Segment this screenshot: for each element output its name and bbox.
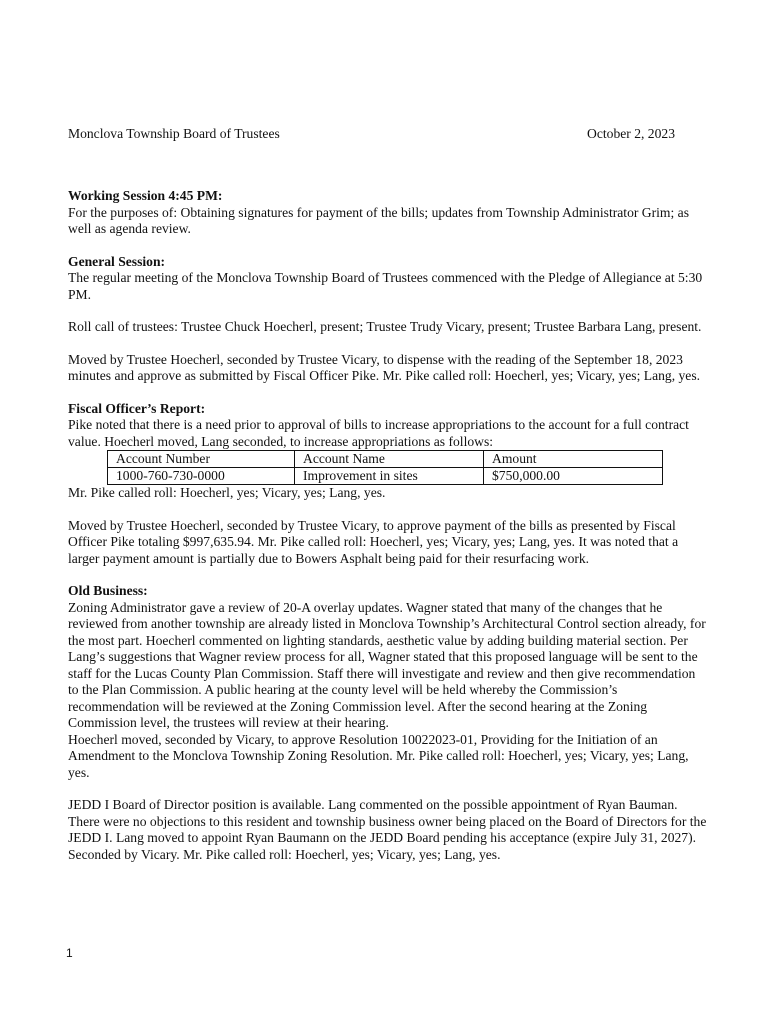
general-session-title: General Session:	[68, 253, 166, 269]
fiscal-report-title: Fiscal Officer’s Report:	[68, 400, 206, 416]
general-session-text: The regular meeting of the Monclova Township Board of Trustees commenced with the Pledge of Allegiance at 5:30 PM.	[68, 270, 703, 302]
table-cell: 1000-760-730-0000	[108, 468, 295, 485]
jedd-board-text: JEDD I Board of Director position is available. Lang commented on the possible appointment of Ryan Bauman. There were no objections to this resident and township business owner being placed on the Board of Directors for the JEDD I. Lang moved to appoint Ryan Baumann on the JEDD Board pending his acceptance (expire July 31, 2027). Seconded by Vicary. Mr. Pike called roll: Hoecherl, yes; Vicary, yes; Lang, yes.	[68, 797, 707, 862]
zoning-review-text: Zoning Administrator gave a review of 20-A overlay updates. Wagner stated that many of the changes that he reviewed from another township are already listed in Monclova Township’s Architectural Control section already, for the most part. Hoecherl commented on lighting standards, aesthetic value by adding building material section. Per Lang’s suggestions that Wagner review process for all, Wagner stated that this proposed language will be sent to the staff for the Lucas County Plan Commission. Staff there will investigate and review and then give recommendation to the Plan Commission. A public hearing at the county level will be held whereby the Commission’s recommendation will be reviewed at the Zoning Commission level. After the second hearing at the Zoning Commission level, the trustees will review at their hearing.	[68, 599, 706, 730]
table-cell: $750,000.00	[484, 468, 663, 485]
table-row	[108, 468, 663, 485]
table-header-row	[108, 451, 663, 468]
fiscal-roll-call-text: Mr. Pike called roll: Hoecherl, yes; Vicary, yes; Lang, yes.	[68, 485, 386, 500]
bills-motion-text: Moved by Trustee Hoecherl, seconded by Trustee Vicary, to approve payment of the bills as presented by Fiscal Officer Pike totaling $997,635.94. Mr. Pike called roll: Hoecherl, yes; Vicary, yes; Lang, yes. It was noted that a larger payment amount is partially due to Bowers Asphalt being paid for their resurfacing work.	[68, 517, 679, 566]
table-header-cell: Account Number	[108, 451, 295, 468]
appropriations-table	[107, 450, 663, 485]
page-number: 1	[66, 946, 73, 960]
roll-call-text: Roll call of trustees: Trustee Chuck Hoecherl, present; Trustee Trudy Vicary, present; Trustee Barbara Lang, present.	[68, 319, 702, 334]
document-body	[68, 188, 708, 863]
fiscal-report-text: Pike noted that there is a need prior to approval of bills to increase appropriations to the account for a full contract value. Hoecherl moved, Lang seconded, to increase appropriations as follows:	[68, 417, 689, 449]
table-cell: Improvement in sites	[295, 468, 484, 485]
table-header-cell: Amount	[484, 451, 663, 468]
minutes-motion-text: Moved by Trustee Hoecherl, seconded by Trustee Vicary, to dispense with the reading of the September 18, 2023 minutes and approve as submitted by Fiscal Officer Pike. Mr. Pike called roll: Hoecherl, yes; Vicary, yes; Lang, yes.	[68, 351, 701, 383]
resolution-motion-text: Hoecherl moved, seconded by Vicary, to approve Resolution 10022023-01, Providing for the Initiation of an Amendment to the Monclova Township Zoning Resolution. Mr. Pike called roll: Hoecherl, yes; Vicary, yes; Lang, yes.	[68, 731, 689, 780]
organization-name: Monclova Township Board of Trustees	[68, 126, 280, 141]
table-header-cell: Account Name	[295, 451, 484, 468]
working-session-title: Working Session 4:45 PM:	[68, 188, 223, 203]
old-business-title: Old Business:	[68, 583, 148, 598]
working-session-text: For the purposes of: Obtaining signatures for payment of the bills; updates from Township Administrator Grim; as well as agenda review.	[68, 204, 690, 236]
meeting-date: October 2, 2023	[587, 126, 675, 141]
